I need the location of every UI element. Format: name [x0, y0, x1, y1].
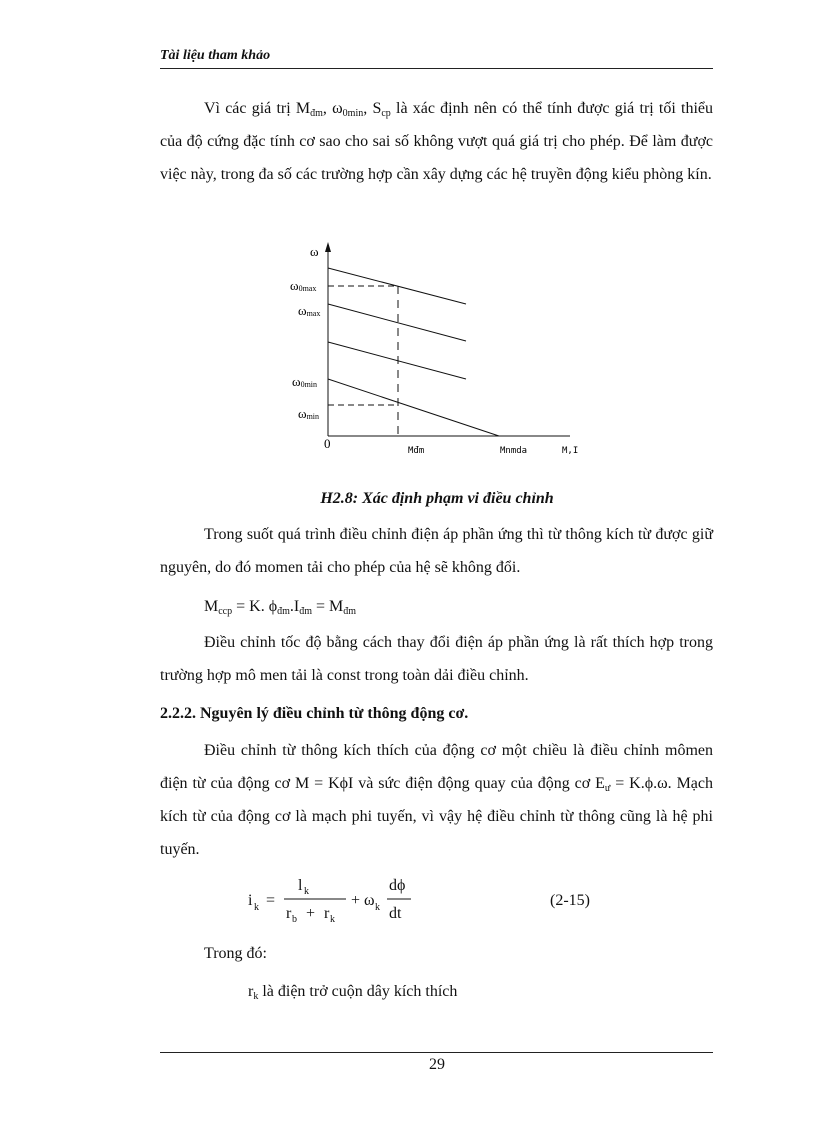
- eq-num1-sub: k: [304, 886, 309, 897]
- eq-den2: dt: [389, 905, 402, 922]
- paragraph-5: Trong đó:: [204, 945, 267, 962]
- y-axis-label: ω: [310, 244, 319, 259]
- label-mi: M,I: [562, 446, 579, 456]
- header-rule: [160, 68, 713, 69]
- eq-num2: dϕ: [389, 877, 406, 894]
- label-w0max: ω0max: [290, 278, 317, 293]
- label-mdm: Mđm: [408, 446, 425, 456]
- eq-ik-sub: k: [254, 902, 259, 913]
- characteristic-line-4: [328, 379, 499, 436]
- eq-number: (2-15): [550, 892, 590, 909]
- y-axis-arrow: [325, 242, 331, 252]
- figure-caption: H2.8: Xác định phạm vi điều chỉnh: [320, 490, 554, 507]
- label-wmax: ωmax: [298, 303, 321, 318]
- eq-den1a: r: [286, 905, 292, 922]
- eq-den1a-sub: b: [292, 914, 297, 925]
- page-number: 29: [429, 1056, 445, 1073]
- eq-equals: =: [266, 892, 276, 909]
- label-mnm: Mnmda: [500, 446, 528, 456]
- characteristic-line-3: [328, 342, 466, 379]
- equation-2-15: [248, 872, 628, 928]
- paragraph-3: Điều chỉnh tốc độ bằng cách thay đổi điện áp phần ứng là rất thích hợp trong trường hợp mô men tải là const trong toàn dải điều chỉnh.: [160, 634, 713, 684]
- section-heading: 2.2.2. Nguyên lý điều chỉnh từ thông động cơ.: [160, 705, 469, 722]
- eq-den1b: r: [324, 905, 330, 922]
- label-w0min: ω0min: [292, 374, 318, 389]
- eq-den1b-sub: k: [330, 914, 335, 925]
- eq-omega-sub: k: [375, 902, 380, 913]
- footer-rule: [160, 1052, 713, 1053]
- eq-plus: +: [351, 892, 361, 909]
- paragraph-1: Vì các giá trị $M_{đm}$, $\omega_{0min}$, $S_{cp}$ là xác định nên có thể tính được giá trị tối thiểu của độ cứng đặc tính cơ sao cho sai số không vượt quá giá trị cho phép. Để làm được việc này, trong đa số các trường hợp cần xây dựng các hệ truyền động kiểu phòng kín.: [160, 100, 714, 183]
- equation-mccp: $M_{ccp} = K$. $\phi_{đm}.I_{đm} = M_{đm}$: [204, 598, 357, 617]
- running-header-title: Tài liệu tham khảo: [160, 48, 271, 63]
- eq-omega: ω: [364, 892, 375, 909]
- paragraph-4: Điều chỉnh từ thông kích thích của động cơ một chiều là điều chỉnh mômen điện từ của động cơ M = KϕI và sức điện động quay của động cơ $E_ư = K.\phi.\omega$. Mạch kích từ của động cơ là mạch phi tuyến, vì vậy hệ điều chỉnh từ thông cũng là hệ phi tuyến.: [160, 742, 713, 858]
- eq-num1: l: [298, 877, 303, 894]
- eq-ik: i: [248, 892, 253, 909]
- origin-label: 0: [324, 436, 331, 451]
- label-wmin: ωmin: [298, 406, 320, 421]
- eq-den1-plus: +: [306, 905, 316, 922]
- paragraph-6: $r_k$ là điện trở cuộn dây kích thích: [248, 983, 458, 1002]
- characteristic-line-2: [328, 304, 466, 341]
- control-range-figure: [280, 238, 600, 468]
- paragraph-2: Trong suốt quá trình điều chỉnh điện áp phần ứng thì từ thông kích từ được giữ nguyên, do đó momen tải cho phép của hệ sẽ không đổi.: [160, 526, 713, 576]
